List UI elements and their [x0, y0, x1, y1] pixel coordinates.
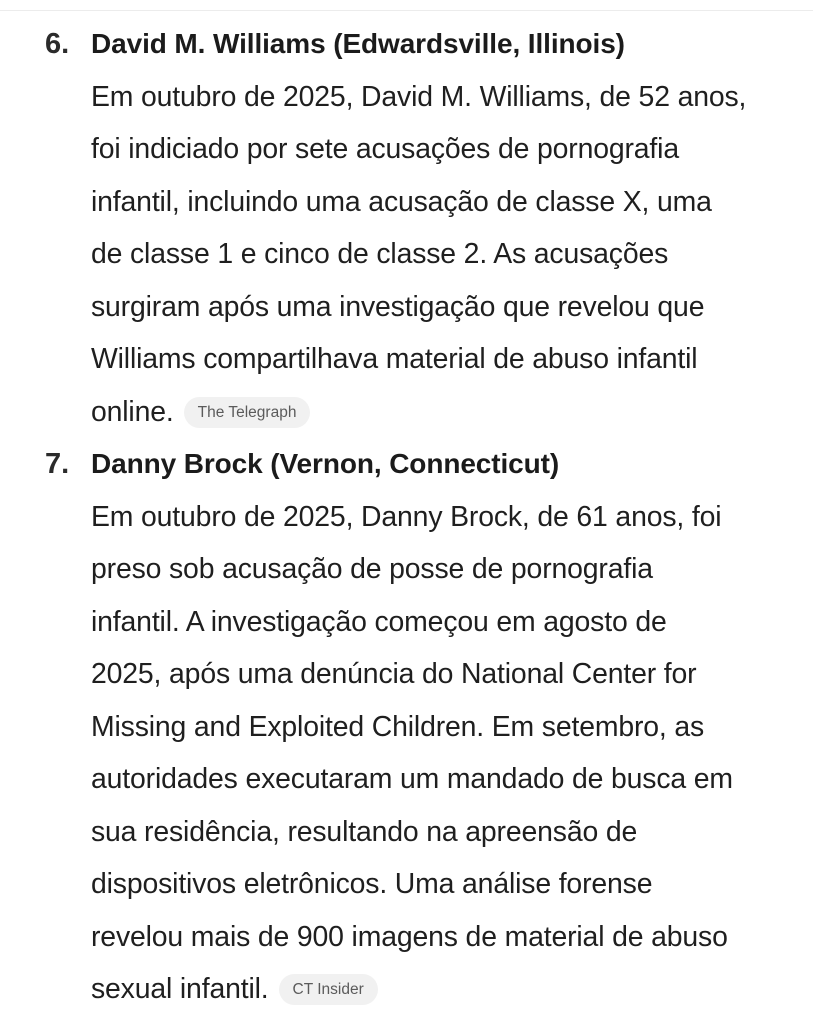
body-line: infantil, incluindo uma acusação de classe X, uma [91, 185, 712, 218]
body-line: foi indiciado por sete acusações de pornografia [91, 133, 679, 165]
top-divider [0, 10, 813, 11]
list-item-6 [0, 18, 813, 438]
body-line: dispositivos eletrônicos. Uma análise forense [91, 868, 653, 900]
body-line: Em outubro de 2025, Danny Brock, de 61 anos, foi [91, 500, 722, 533]
body-line-last [91, 963, 793, 1016]
body-line: 2025, após uma denúncia do National Center for [91, 658, 697, 690]
body-line: autoridades executaram um mandado de busca em [91, 763, 733, 795]
body-line-last [91, 386, 793, 439]
item-title: Danny Brock (Vernon, Connecticut) [91, 448, 560, 479]
item-number: 7. [45, 448, 70, 480]
item-title: David M. Williams (Edwardsville, Illinois) [91, 28, 625, 59]
body-line: revelou mais de 900 imagens de material de abuso [91, 920, 728, 953]
item-number: 6. [45, 28, 70, 60]
body-line-text: sexual infantil. [91, 973, 269, 1005]
list-item-7 [0, 438, 813, 1016]
source-chip-ct-insider[interactable]: CT Insider [279, 974, 378, 1005]
body-line-text: online. [91, 395, 174, 428]
body-line: surgiram após uma investigação que revelou que [91, 290, 705, 323]
body-line: sua residência, resultando na apreensão de [91, 815, 638, 848]
body-line: infantil. A investigação começou em agosto de [91, 605, 667, 638]
item-body [91, 491, 793, 1016]
body-line: de classe 1 e cinco de classe 2. As acusações [91, 238, 669, 270]
body-line: Missing and Exploited Children. Em setembro, as [91, 710, 705, 743]
source-chip-the-telegraph[interactable]: The Telegraph [184, 397, 311, 428]
body-line: Em outubro de 2025, David M. Williams, de 52 anos, [91, 80, 747, 113]
numbered-list [0, 18, 813, 1016]
item-body [91, 71, 793, 439]
body-line: preso sob acusação de posse de pornografia [91, 553, 653, 585]
body-line: Williams compartilhava material de abuso infantil [91, 343, 698, 375]
